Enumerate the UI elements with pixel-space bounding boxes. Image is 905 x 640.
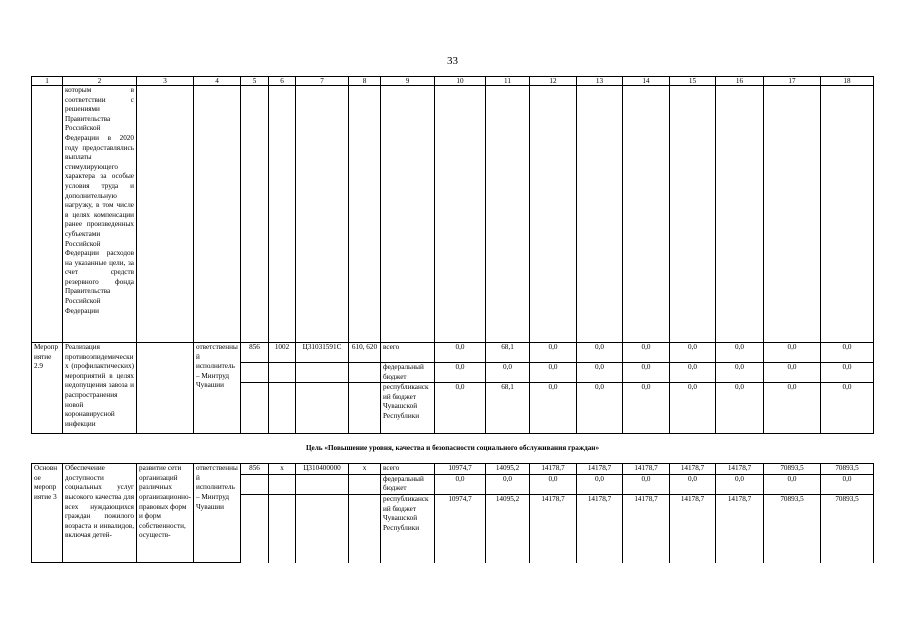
- value-cell: 14178,7: [530, 464, 577, 475]
- goal-row: [32, 434, 874, 464]
- value-cell: 0,0: [530, 383, 577, 434]
- value-cell: 14178,7: [577, 494, 623, 563]
- measure-29-row: Мероприятие 2.9 Реализация противоэпидемических (профилактических) мероприятий в целях недопущения завоза и распространения новой коронавирусной инфекции ответственный исполнитель – Минтруд Чувашии 856 1002 Ц31031591С 610, 620 всего 0,0 68,1 0,0 0,0 0,0 0,0 0,0 0,0 0,0: [32, 343, 874, 363]
- value-cell: 0,0: [623, 383, 670, 434]
- column-number: 10: [435, 77, 486, 86]
- main-measure-3-code: Основное мероприятие 3: [32, 464, 63, 563]
- value-cell: 0,0: [764, 474, 821, 494]
- value-cell: 0,0: [716, 363, 764, 383]
- value-cell: 10974,7: [435, 464, 486, 475]
- column-number: 12: [530, 77, 577, 86]
- value-cell: 0,0: [530, 363, 577, 383]
- value-cell: 14178,7: [716, 464, 764, 475]
- column-number: 2: [63, 77, 137, 86]
- column-number: 9: [381, 77, 435, 86]
- page-number: 33: [447, 55, 458, 67]
- column-number: 5: [241, 77, 269, 86]
- value-cell: 70893,5: [821, 464, 874, 475]
- value-cell: 0,0: [623, 474, 670, 494]
- value-cell: 0,0: [821, 343, 874, 363]
- main-measure-3-row: Основное мероприятие 3 Обеспечение доступности социальных услуг высокого качества для всех нуждающихся граждан пожилого возраста и инвалидов, включая детей- развитие сети организаций различных организационно-правовых форм и форм собственности, осуществ- ответственный исполнитель – Минтруд Чувашии 856 х Ц310400000 х всего 10974,7 14095,2 14178,7 14178,7 14178,7 14178,7 14178,7 70893,5 70893,5: [32, 464, 874, 475]
- value-cell: 0,0: [670, 474, 716, 494]
- source-label: федеральный бюджет: [381, 363, 435, 383]
- column-number: 14: [623, 77, 670, 86]
- value-cell: 0,0: [670, 343, 716, 363]
- goal-heading: Цель «Повышение уровня, качества и безопасности социального обслуживания граждан»: [32, 434, 874, 464]
- value-cell: 0,0: [716, 474, 764, 494]
- value-cell: 68,1: [486, 343, 530, 363]
- measure-29-executor: ответственный исполнитель – Минтруд Чувашии: [194, 343, 241, 434]
- value-cell: 68,1: [486, 383, 530, 434]
- column-number-row: [32, 77, 874, 86]
- value-cell: 0,0: [435, 474, 486, 494]
- value-cell: 0,0: [435, 383, 486, 434]
- column-number: 17: [764, 77, 821, 86]
- value-cell: 0,0: [716, 383, 764, 434]
- value-cell: 0,0: [577, 383, 623, 434]
- value-cell: 14095,2: [486, 494, 530, 563]
- main-measure-3-executor: ответственный исполнитель – Минтруд Чувашии: [194, 464, 241, 563]
- value-cell: 0,0: [623, 343, 670, 363]
- value-cell: 0,0: [764, 343, 821, 363]
- value-cell: 14178,7: [716, 494, 764, 563]
- table-row: [32, 86, 874, 343]
- column-number: 1: [32, 77, 63, 86]
- value-cell: 14178,7: [577, 464, 623, 475]
- value-cell: 0,0: [435, 343, 486, 363]
- value-cell: 0,0: [716, 343, 764, 363]
- value-cell: 0,0: [577, 363, 623, 383]
- column-number: 16: [716, 77, 764, 86]
- source-label: всего: [381, 343, 435, 363]
- column-number: 11: [486, 77, 530, 86]
- value-cell: 0,0: [486, 363, 530, 383]
- source-label: всего: [381, 464, 435, 475]
- value-cell: 70893,5: [764, 464, 821, 475]
- program-table: [31, 76, 874, 563]
- column-number: 4: [194, 77, 241, 86]
- main-measure-3-expected-result: развитие сети организаций различных организационно-правовых форм и форм собственности, осуществ-: [137, 464, 194, 563]
- value-cell: 10974,7: [435, 494, 486, 563]
- value-cell: 0,0: [764, 363, 821, 383]
- column-number: 8: [349, 77, 381, 86]
- value-cell: 0,0: [486, 474, 530, 494]
- value-cell: 0,0: [530, 474, 577, 494]
- value-cell: 0,0: [530, 343, 577, 363]
- column-number: 6: [269, 77, 296, 86]
- value-cell: 14178,7: [623, 464, 670, 475]
- value-cell: 0,0: [623, 363, 670, 383]
- column-number: 7: [296, 77, 349, 86]
- value-cell: 0,0: [577, 474, 623, 494]
- column-number: 13: [577, 77, 623, 86]
- value-cell: 14178,7: [530, 494, 577, 563]
- value-cell: 14178,7: [623, 494, 670, 563]
- column-number: 3: [137, 77, 194, 86]
- source-label: федеральный бюджет: [381, 474, 435, 494]
- source-label: республиканский бюджет Чувашской Республики: [381, 383, 435, 434]
- measure-29-code: Мероприятие 2.9: [32, 343, 63, 434]
- main-measure-3-title: Обеспечение доступности социальных услуг высокого качества для всех нуждающихся граждан пожилого возраста и инвалидов, включая детей-: [63, 464, 137, 563]
- value-cell: 14178,7: [670, 464, 716, 475]
- measure-29-title: Реализация противоэпидемических (профилактических) мероприятий в целях недопущения завоза и распространения новой коронавирусной инфекции: [63, 343, 137, 434]
- value-cell: 0,0: [764, 383, 821, 434]
- value-cell: 0,0: [670, 383, 716, 434]
- column-number: 15: [670, 77, 716, 86]
- row-continuation-text: которым в соответствии с решениями Правительства Российской Федерации в 2020 году предоставлялись выплаты стимулирующего характера за особые условия труда и дополнительную нагрузку, в том числе в целях компенсации ранее произведенных субъектами Российской Федерации расходов на указанные цели, за счет средств резервного фонда Правительства Российской Федерации: [63, 86, 137, 343]
- value-cell: 0,0: [577, 343, 623, 363]
- value-cell: 14178,7: [670, 494, 716, 563]
- value-cell: 0,0: [670, 363, 716, 383]
- value-cell: 0,0: [821, 363, 874, 383]
- value-cell: 70893,5: [821, 494, 874, 563]
- source-label: республиканский бюджет Чувашской Республики: [381, 494, 435, 563]
- value-cell: 14095,2: [486, 464, 530, 475]
- value-cell: 0,0: [821, 474, 874, 494]
- value-cell: 0,0: [821, 383, 874, 434]
- value-cell: 70893,5: [764, 494, 821, 563]
- value-cell: 0,0: [435, 363, 486, 383]
- column-number: 18: [821, 77, 874, 86]
